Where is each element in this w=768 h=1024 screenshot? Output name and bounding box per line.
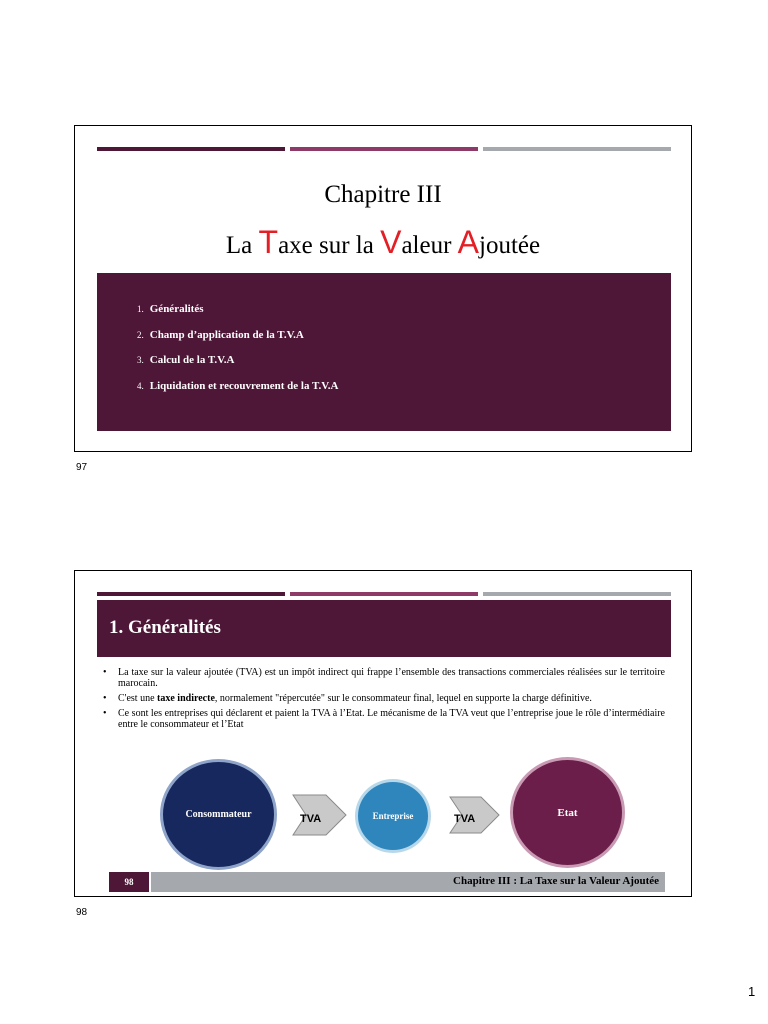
tva-arrow-label: TVA: [300, 813, 322, 825]
section-header: [97, 600, 671, 657]
chapter-title: Chapitre III: [324, 181, 442, 208]
entreprise-circle: Entreprise: [355, 779, 431, 853]
slide-footer: [151, 872, 665, 892]
outline-item: 2. Champ d’application de la T.V.A: [137, 328, 304, 341]
sheet-number: 1: [748, 984, 756, 999]
outline-box: [97, 273, 671, 431]
outline-item: 4. Liquidation et recouvrement de la T.V.A: [137, 379, 339, 392]
slide-chapter-title: [74, 125, 692, 452]
slide-number-badge: 98: [109, 872, 149, 892]
decor-bar-grey: [483, 147, 671, 151]
outline-list: [137, 303, 339, 405]
consommateur-circle: Consommateur: [160, 759, 277, 870]
tva-arrow-1: [292, 793, 348, 837]
page-number: 97: [76, 462, 88, 473]
section-title: 1. Généralités: [109, 617, 221, 638]
bullet-item: • C'est une taxe indirecte, normalement "répercutée" sur le consommateur final, lequel en supporte la charge définitive.: [101, 693, 665, 704]
page-number: 98: [76, 907, 88, 918]
tva-arrow-label: TVA: [454, 813, 476, 825]
decor-bar-mid: [290, 147, 478, 151]
outline-item: 1. Généralités: [137, 303, 204, 315]
tva-arrow-2: [449, 795, 501, 835]
chapter-subtitle: La Taxe sur la Valeur Ajoutée: [225, 224, 541, 260]
decor-bar-dark: [97, 592, 285, 596]
footer-text: Chapitre III : La Taxe sur la Valeur Ajoutée: [453, 875, 659, 887]
bullet-item: • Ce sont les entreprises qui déclarent et paient la TVA à l’Etat. Le mécanisme de la TVA veut que l’entreprise joue le rôle d’intermédiaire entre le consommateur et l’Etat: [101, 708, 665, 730]
bullet-item: • La taxe sur la valeur ajoutée (TVA) est un impôt indirect qui frappe l’ensemble des transactions commerciales réalisées sur le territoire marocain.: [101, 667, 665, 689]
outline-item: 3. Calcul de la T.V.A: [137, 354, 235, 366]
decor-bar-grey: [483, 592, 671, 596]
bullet-list: [101, 667, 665, 734]
decor-bar-mid: [290, 592, 478, 596]
etat-circle: Etat: [510, 757, 625, 868]
slide-generalites: [74, 570, 692, 897]
decor-bar-dark: [97, 147, 285, 151]
